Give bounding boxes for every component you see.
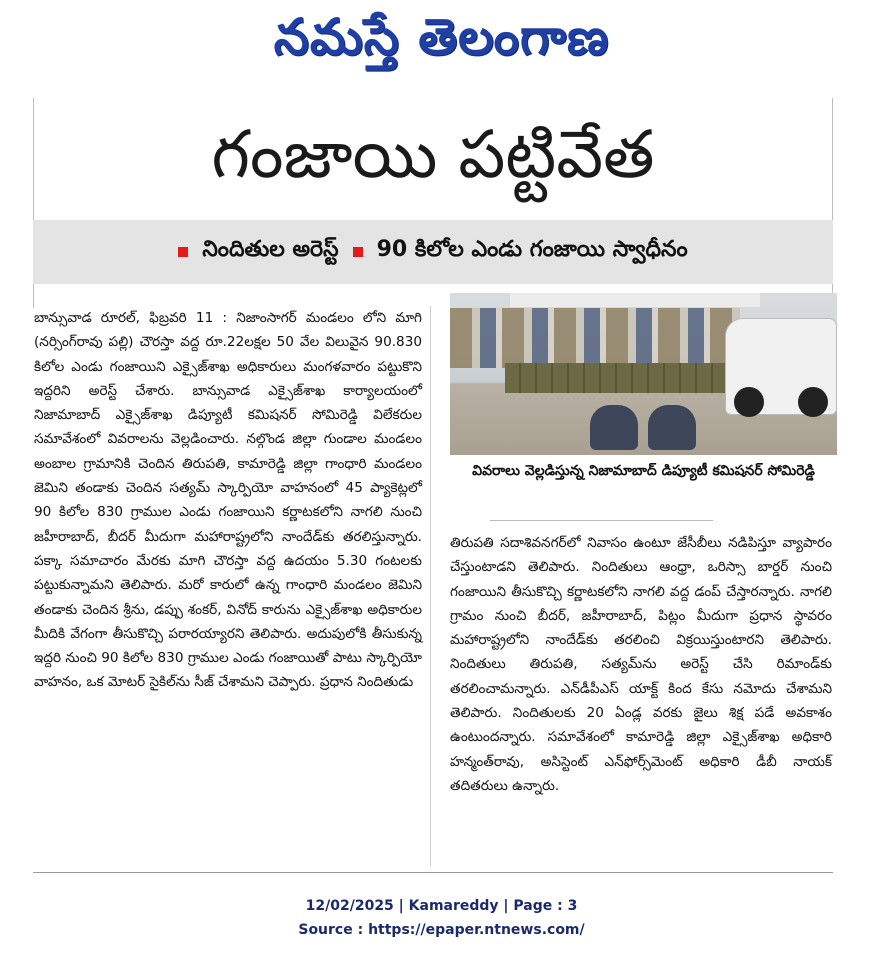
subhead-item: నిందితుల అరెస్ట్ bbox=[202, 237, 339, 262]
photo-wheel bbox=[798, 387, 828, 417]
photo-vehicle bbox=[725, 318, 837, 415]
column-divider bbox=[430, 306, 431, 866]
caption-rule bbox=[490, 520, 713, 521]
masthead-logo: నమస్తే తెలంగాణ bbox=[273, 8, 610, 66]
article-column-right: తిరుపతి సదాశివనగర్‌లో నివాసం ఉంటూ జేసీబీలు నడిపిస్తూ వ్యాపారం చేస్తుంటాడని తెలిపారు. నిందితులు ఆంధ్రా, ఒరిస్సా బార్డర్ నుంచి గంజాయిని తీసుకొచ్చి కర్ణాటకలోని నాగలి వద్ద డంప్ చేస్తారన్నారు. నాగలి గ్రామం నుంచి బీదర్, జహీరాబాద్, పిట్లం మీదుగా ప్రధాన స్థావరం మహారాష్ట్రలోని నాందేడ్‌కు తరలించి విక్రయిస్తుంటారని తెలిపారు. నిందితులు తిరుపతి, సత్యమ్‌ను అరెస్ట్ చేసి రిమాండ్‌కు తరలించామన్నారు. ఎన్‌డీపీఎస్ యాక్ట్ కింద కేసు నమోదు చేశామని తెలిపారు. నిందితులకు 20 ఏండ్ల వరకు జైలు శిక్ష పడే అవకాశం ఉంటుందన్నారు. సమావేశంలో కామారెడ్డి జిల్లా ఎక్సైజ్‌శాఖ అధికారి హన్మంత్‌రావు, అసిస్టెంట్ ఎన్‌ఫోర్స్‌మెంట్ అధికారి డీబీ నాయక్ తదితరులు ఉన్నారు. bbox=[450, 535, 832, 794]
footer-date-edition: 12/02/2025 | Kamareddy | Page : 3 bbox=[305, 898, 578, 914]
photo-seated-accused bbox=[648, 405, 696, 450]
bullet-icon bbox=[178, 247, 188, 257]
subhead-bar bbox=[33, 220, 833, 284]
bullet-icon bbox=[353, 247, 363, 257]
news-photo bbox=[450, 293, 837, 455]
article-column-left: బాన్సువాడ రూరల్, ఫిబ్రవరి 11 : నిజాంసాగర్ మండలం లోని మాగి (నర్సింగ్‌రావు పల్లి) చౌరస్తా వద్ద రూ.22లక్షల 50 వేల విలువైన 90.830 కిలోల ఎండు గంజాయిని ఎక్సైజ్‌శాఖ అధికారులు మంగళవారం పట్టుకొని ఇద్దరిని అరెస్ట్ చేశారు. బాన్సువాడ ఎక్సైజ్‌శాఖ కార్యాలయంలో నిజామాబాద్ ఎక్సైజ్‌శాఖ డిప్యూటీ కమిషనర్ సోమిరెడ్డి విలేకరుల సమావేశంలో వివరాలను వెల్లడించారు. నల్గొండ జిల్లా గుండాల మండలం అంబాల గ్రామానికి చెందిన తిరుపతి, కామారెడ్డి జిల్లా గాంధారి మండలం జెమిని తండాకు చెందిన సత్యమ్ స్కార్పియో వాహనంలో 45 ప్యాకెట్లలో 90 కిలోల 830 గ్రాముల ఎండు గంజాయిని కర్ణాటకలోని నాగలి నుంచి జహీరాబాద్, బీదర్ మీదుగా మహారాష్ట్రలోని నాందేడ్‌కు తరలిస్తున్నారు. పక్కా సమాచారం మేరకు మాగి చౌరస్తా వద్ద ఉదయం 5.30 గంటలకు పట్టుకున్నామని తెలిపారు. మరో కారులో ఉన్న గాంధారి మండలం జెమిని తండాకు చెందిన శ్రీను, డప్పు శంకర్, వినోద్ కారును ఎక్సైజ్‌శాఖ అధికారుల మీదికి వేగంగా తీసుకొచ్చి పరారయ్యారని తెలిపారు. అదుపులోకి తీసుకున్న ఇద్దరి నుంచి 90 కిలోల 830 గ్రాముల ఎండు గంజాయితో పాటు స్కార్పియో వాహనం, ఒక మోటర్ సైకిల్‌ను సీజ్ చేశామని చెప్పారు. ప్రధాన నిందితుడు bbox=[34, 310, 422, 691]
headline: గంజాయి పట్టివేత bbox=[211, 116, 655, 193]
photo-seized-packets bbox=[505, 363, 735, 393]
bottom-rule bbox=[33, 872, 833, 873]
photo-wheel bbox=[734, 387, 764, 417]
photo-people bbox=[450, 308, 740, 368]
photo-banner bbox=[510, 293, 760, 307]
footer-source-link[interactable]: Source : https://epaper.ntnews.com/ bbox=[298, 922, 585, 938]
photo-caption: వివరాలు వెల్లడిస్తున్న నిజామాబాద్ డిప్యూటీ కమిషనర్ సోమిరెడ్డి bbox=[472, 463, 815, 479]
subhead-item: 90 కిలోల ఎండు గంజాయి స్వాధీనం bbox=[376, 237, 688, 262]
photo-seated-accused bbox=[590, 405, 638, 450]
